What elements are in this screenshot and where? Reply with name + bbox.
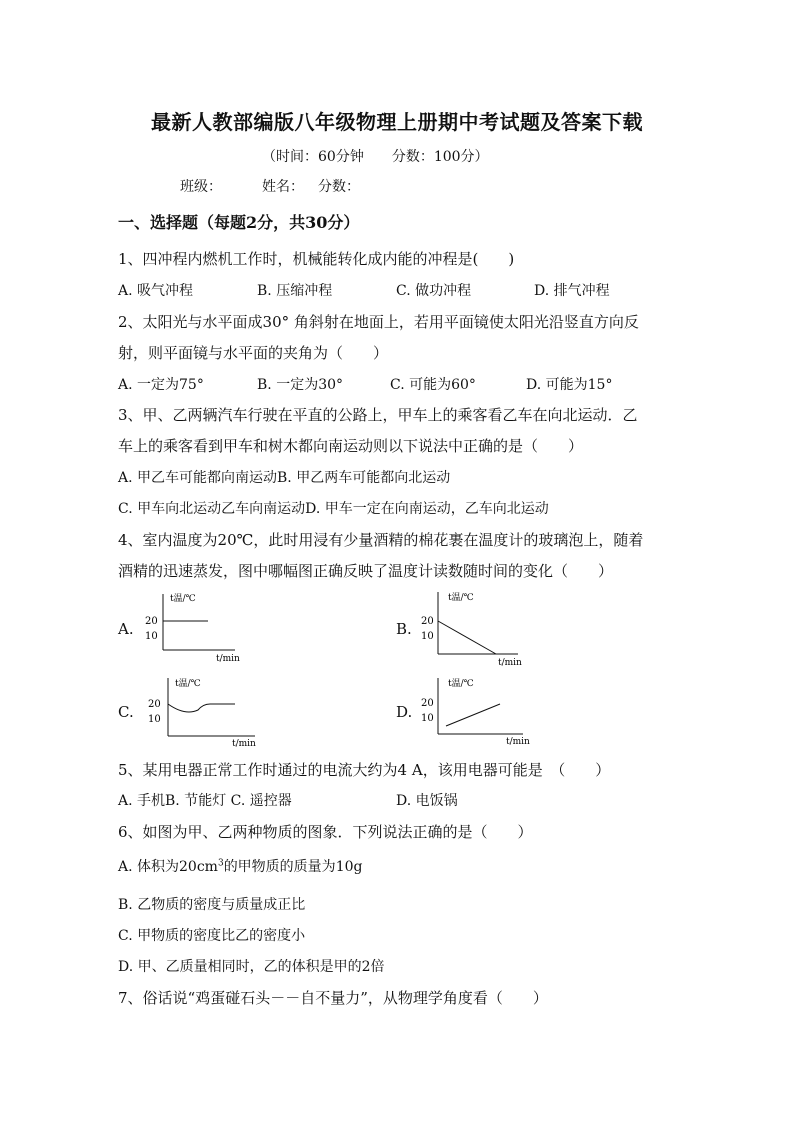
q6-option-b: B. 乙物质的密度与质量成正比 bbox=[118, 897, 306, 913]
question-6: 6、如图为甲、乙两种物质的图象．下列说法正确的是（ ） bbox=[118, 823, 533, 841]
graph-c-xlabel: t/min bbox=[232, 739, 256, 749]
question-2-line1: 2、太阳光与水平面成30° 角斜射在地面上，若用平面镜使太阳光沿竖直方向反 bbox=[118, 313, 639, 331]
graph-d-tick-10: 10 bbox=[421, 713, 434, 724]
q6-option-d: D. 甲、乙质量相同时，乙的体积是甲的2倍 bbox=[118, 959, 385, 975]
graph-b-ylabel: t温/℃ bbox=[448, 593, 474, 603]
q6-option-a-volume: 20cm bbox=[179, 859, 218, 875]
graph-b-tick-20: 20 bbox=[421, 616, 434, 627]
graph-c-tick-20: 20 bbox=[148, 699, 161, 710]
q6-option-a-exponent: 3 bbox=[217, 858, 224, 869]
q6-option-c: C. 甲物质的密度比乙的密度小 bbox=[118, 928, 306, 944]
graph-b-tick-10: 10 bbox=[421, 631, 434, 642]
question-4-line2: 酒精的迅速蒸发，图中哪幅图正确反映了温度计读数随时间的变化（ ） bbox=[118, 562, 614, 580]
q1-option-a: A. 吸气冲程 bbox=[118, 283, 194, 299]
q3-options-cd: C. 甲车向北运动乙车向南运动D. 甲车一定在向南运动，乙车向北运动 bbox=[118, 501, 549, 517]
q1-option-b: B. 压缩冲程 bbox=[257, 283, 333, 299]
q2-option-c: C. 可能为60° bbox=[390, 377, 476, 393]
q6-option-a-mass: 10g bbox=[335, 859, 363, 875]
graph-a-tick-10: 10 bbox=[145, 631, 158, 642]
graph-c-ylabel: t温/℃ bbox=[175, 679, 201, 689]
q1-option-d: D. 排气冲程 bbox=[534, 283, 610, 299]
graph-d-tick-20: 20 bbox=[421, 698, 434, 709]
graph-b-curve bbox=[438, 621, 496, 654]
score-field-label: 分数： bbox=[318, 179, 360, 195]
graph-b bbox=[418, 588, 538, 668]
q1-option-c: C. 做功冲程 bbox=[396, 283, 472, 299]
q2-option-a: A. 一定为75° bbox=[118, 377, 204, 393]
q2-option-d: D. 可能为15° bbox=[526, 377, 613, 393]
graph-c-label: C. bbox=[118, 703, 134, 721]
graph-d-ylabel: t温/℃ bbox=[448, 679, 474, 689]
q6-option-a-middle: 的甲物质的质量为 bbox=[223, 859, 336, 875]
question-3-line2: 车上的乘客看到甲车和树木都向南运动则以下说法中正确的是（ ） bbox=[118, 437, 584, 455]
exam-meta: （时间：60分钟 分数：100分） bbox=[262, 149, 489, 165]
graph-c bbox=[140, 674, 265, 749]
q3-options-ab: A. 甲乙车可能都向南运动B. 甲乙两车可能都向北运动 bbox=[118, 470, 451, 486]
q6-option-a bbox=[118, 856, 362, 876]
graph-b-label: B. bbox=[396, 620, 412, 638]
question-3-line1: 3、甲、乙两辆汽车行驶在平直的公路上，甲车上的乘客看乙车在向北运动．乙 bbox=[118, 406, 638, 424]
question-4-line1: 4、室内温度为20℃，此时用浸有少量酒精的棉花裹在温度计的玻璃泡上，随着 bbox=[118, 531, 644, 549]
graph-a-tick-20: 20 bbox=[145, 616, 158, 627]
q5-option-d: D. 电饭锅 bbox=[396, 793, 458, 809]
q6-option-a-prefix: A. 体积为 bbox=[118, 859, 180, 875]
q2-option-b: B. 一定为30° bbox=[257, 377, 344, 393]
graph-d bbox=[418, 672, 543, 748]
graph-c-tick-10: 10 bbox=[148, 714, 161, 725]
graph-b-xlabel: t/min bbox=[498, 658, 522, 668]
graph-c-curve bbox=[168, 704, 235, 712]
graph-d-label: D. bbox=[396, 703, 413, 721]
section-heading: 一、选择题（每题2分，共30分） bbox=[118, 213, 360, 232]
graph-d-xlabel: t/min bbox=[506, 737, 530, 747]
question-5: 5、某用电器正常工作时通过的电流大约为4 A，该用电器可能是 （ ） bbox=[118, 761, 611, 779]
name-field-label: 姓名： bbox=[262, 179, 304, 195]
question-7: 7、俗话说“鸡蛋碰石头－－自不量力”，从物理学角度看（ ） bbox=[118, 989, 548, 1007]
q5-options-abc: A. 手机B. 节能灯 C. 遥控器 bbox=[118, 793, 292, 809]
class-field-label: 班级： bbox=[180, 179, 222, 195]
graph-d-curve bbox=[446, 704, 500, 726]
graph-a bbox=[140, 588, 260, 666]
graph-a-xlabel: t/min bbox=[216, 654, 240, 664]
graph-a-ylabel: t温/℃ bbox=[170, 594, 196, 604]
question-1: 1、四冲程内燃机工作时，机械能转化成内能的冲程是( ) bbox=[118, 250, 515, 268]
page-title: 最新人教部编版八年级物理上册期中考试题及答案下载 bbox=[151, 110, 643, 134]
graph-a-label: A. bbox=[118, 620, 134, 638]
question-2-line2: 射，则平面镜与水平面的夹角为（ ） bbox=[118, 344, 389, 362]
